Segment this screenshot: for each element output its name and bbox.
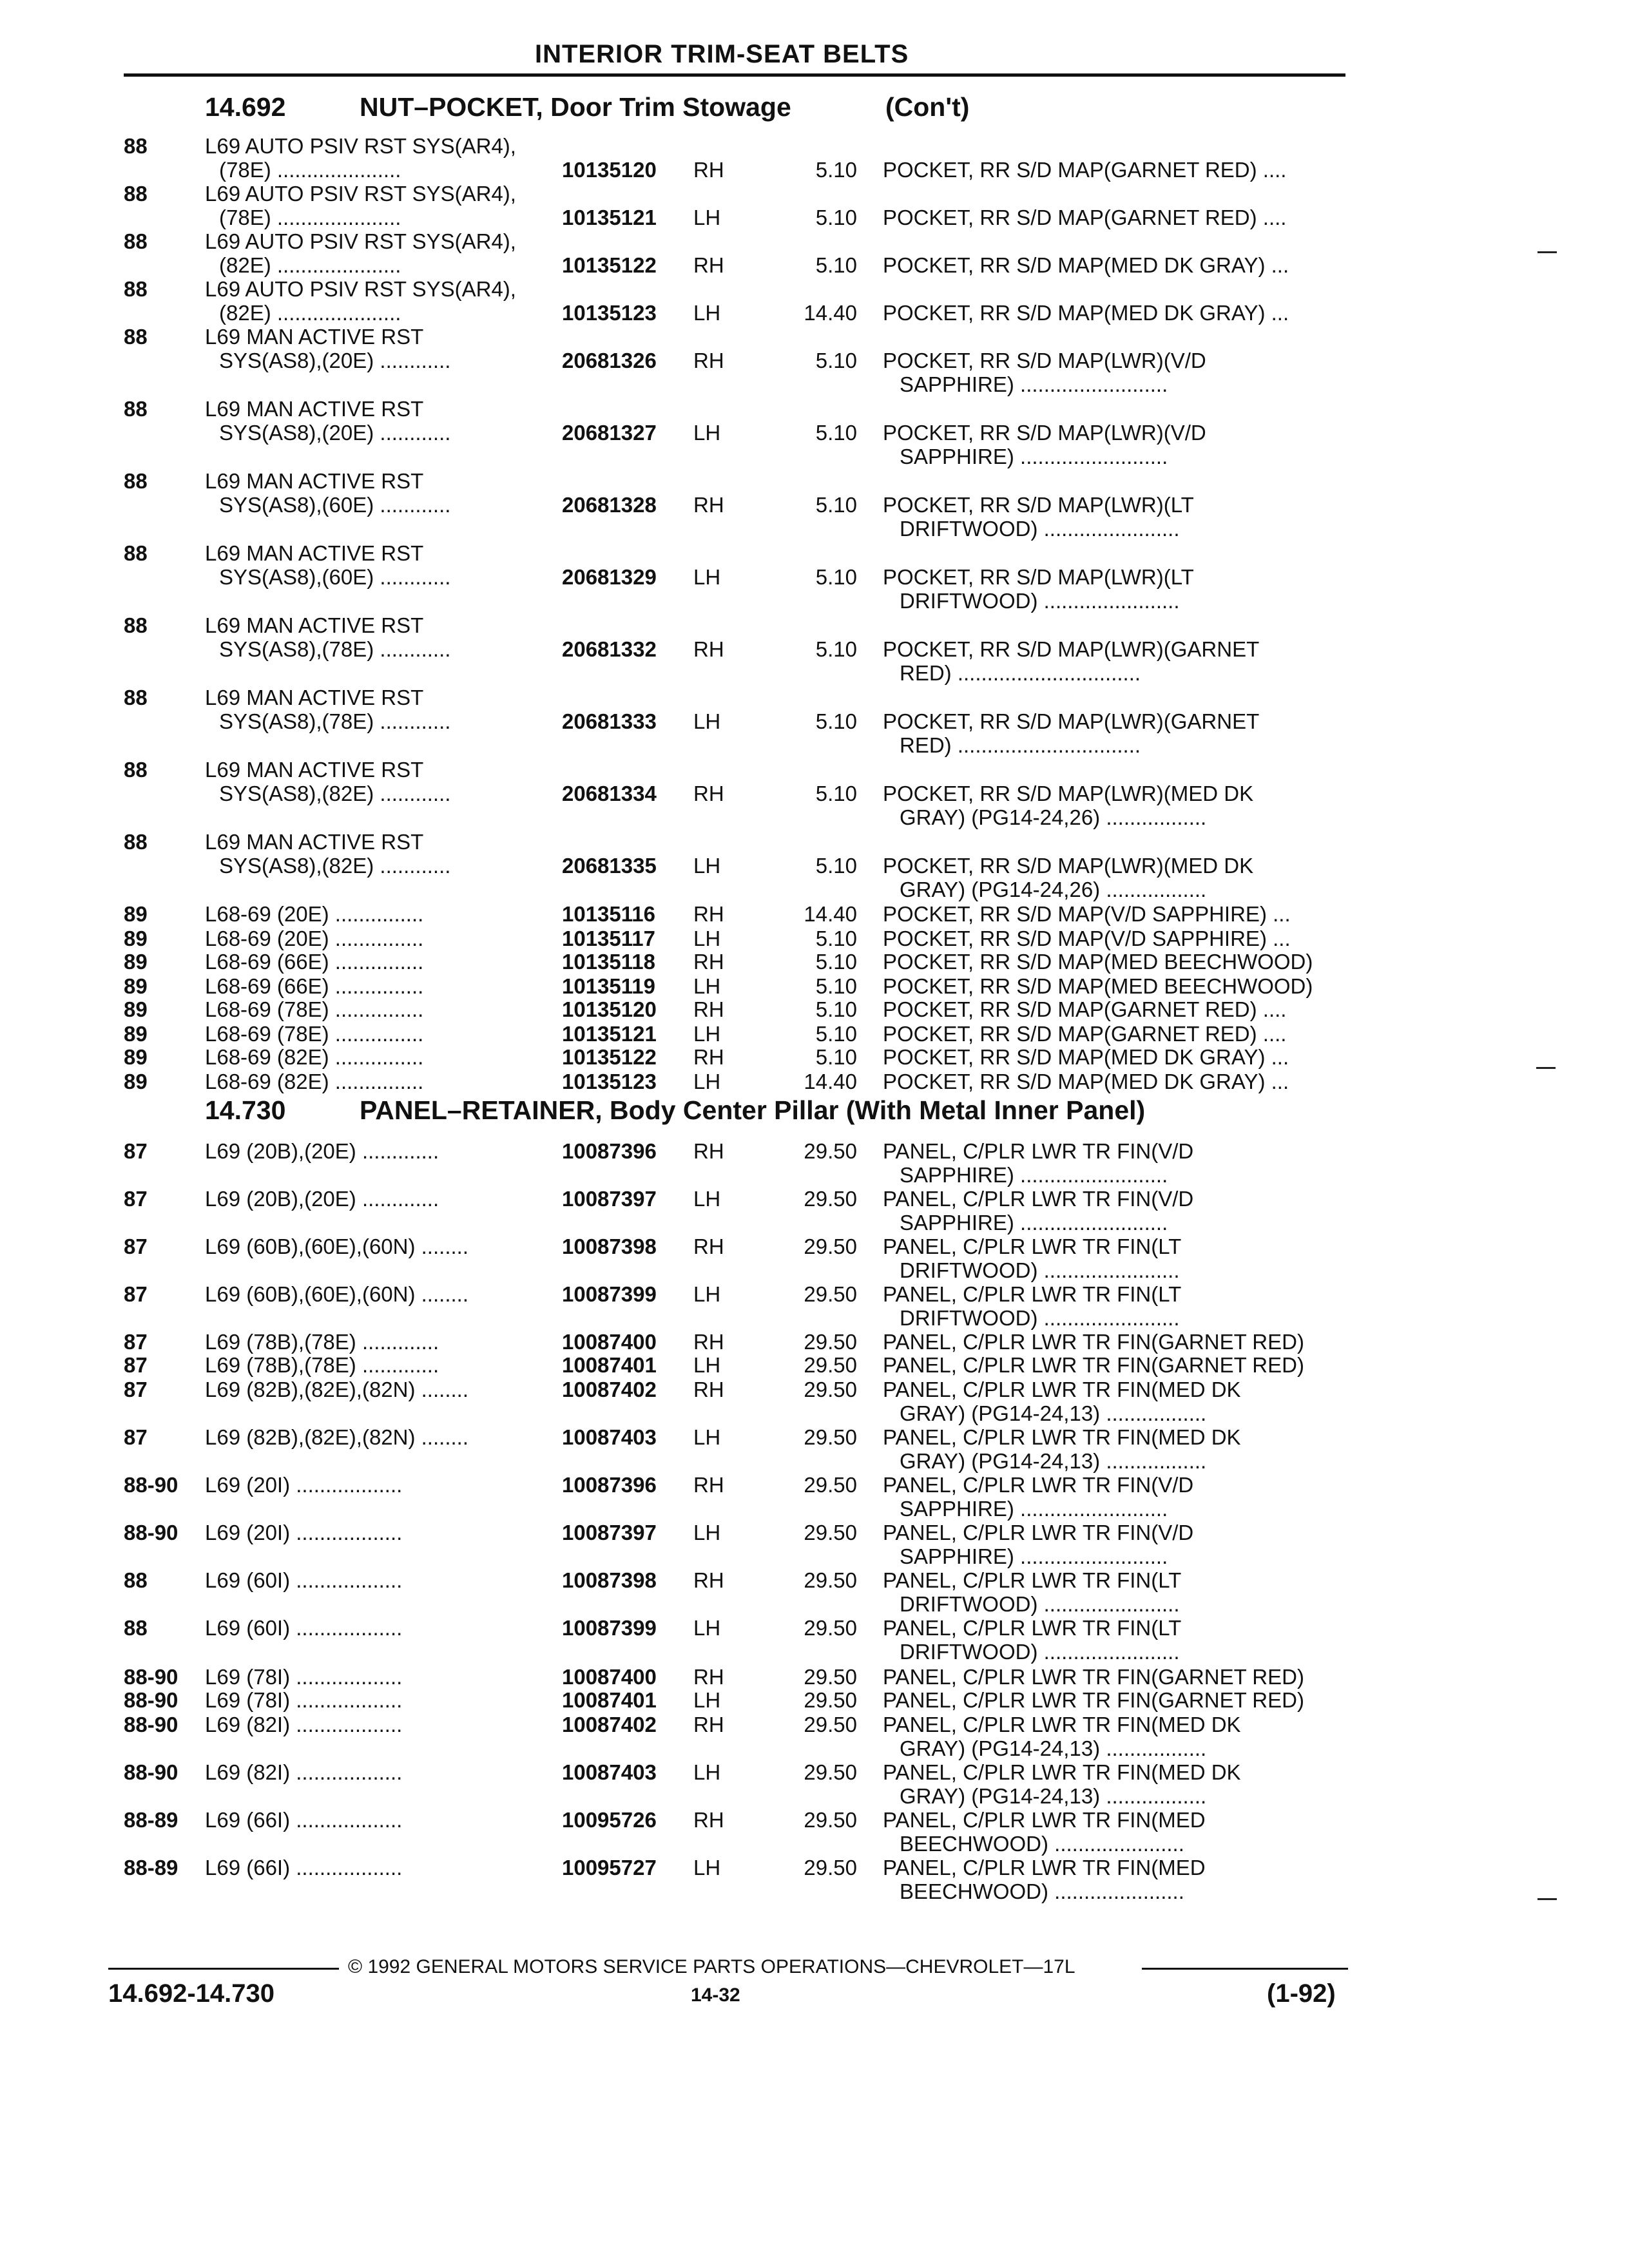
price: 5.10	[815, 1045, 857, 1069]
margin-mark	[1536, 1067, 1556, 1069]
model-year: 88-90	[124, 1688, 178, 1712]
side: LH	[693, 974, 721, 998]
model-year: 89	[124, 902, 148, 926]
model-year: 88-90	[124, 1473, 178, 1497]
part-number: 10087399	[562, 1282, 657, 1306]
price: 5.10	[815, 565, 857, 589]
part-name: POCKET, RR S/D MAP(LWR)(MED DK	[883, 854, 1254, 878]
usage-description-cont: (78E) .....................	[219, 206, 401, 229]
usage-description: L69 (20B),(20E) .............	[205, 1139, 439, 1163]
part-number: 20681334	[562, 782, 657, 805]
part-number: 10087402	[562, 1378, 657, 1401]
price: 29.50	[804, 1473, 857, 1497]
usage-description-cont: SYS(AS8),(82E) ............	[219, 782, 451, 805]
usage-description: L69 (82I) ..................	[205, 1713, 403, 1736]
part-name: POCKET, RR S/D MAP(GARNET RED) ....	[883, 1022, 1287, 1046]
usage-description: L68-69 (66E) ...............	[205, 974, 424, 998]
usage-description-cont: (78E) .....................	[219, 158, 401, 182]
side: RH	[693, 997, 724, 1021]
model-year: 89	[124, 1045, 148, 1069]
part-name: PANEL, C/PLR LWR TR FIN(GARNET RED)	[883, 1665, 1304, 1689]
model-year: 88	[124, 325, 148, 349]
part-name: PANEL, C/PLR LWR TR FIN(GARNET RED)	[883, 1330, 1304, 1354]
part-name: POCKET, RR S/D MAP(LWR)(LT	[883, 565, 1194, 589]
part-name-cont: GRAY) (PG14-24,13) .................	[900, 1449, 1207, 1473]
usage-description: L69 (60I) ..................	[205, 1568, 403, 1592]
part-name: POCKET, RR S/D MAP(MED DK GRAY) ...	[883, 1045, 1289, 1069]
part-number: 20681332	[562, 637, 657, 661]
part-number: 10087401	[562, 1688, 657, 1712]
price: 5.10	[815, 158, 857, 182]
side: LH	[693, 301, 721, 325]
part-name: PANEL, C/PLR LWR TR FIN(GARNET RED)	[883, 1353, 1304, 1377]
model-year: 88	[124, 613, 148, 637]
side: RH	[693, 1473, 724, 1497]
usage-description: L69 AUTO PSIV RST SYS(AR4),	[205, 134, 516, 158]
price: 29.50	[804, 1378, 857, 1401]
side: LH	[693, 927, 721, 950]
part-number: 20681335	[562, 854, 657, 878]
side: RH	[693, 1665, 724, 1689]
part-name: POCKET, RR S/D MAP(MED BEECHWOOD)	[883, 950, 1313, 974]
side: LH	[693, 1688, 721, 1712]
part-number: 10135122	[562, 253, 657, 277]
part-name-cont: DRIFTWOOD) .......................	[900, 1258, 1180, 1282]
side: LH	[693, 854, 721, 878]
part-number: 10087396	[562, 1473, 657, 1497]
part-name: PANEL, C/PLR LWR TR FIN(MED DK	[883, 1378, 1241, 1401]
price: 5.10	[815, 950, 857, 974]
price: 29.50	[804, 1616, 857, 1640]
model-year: 88-90	[124, 1713, 178, 1736]
model-year: 87	[124, 1282, 148, 1306]
part-number: 20681326	[562, 349, 657, 372]
part-name: PANEL, C/PLR LWR TR FIN(V/D	[883, 1139, 1194, 1163]
part-name: POCKET, RR S/D MAP(LWR)(LT	[883, 493, 1194, 517]
model-year: 87	[124, 1187, 148, 1211]
usage-description: L69 (82B),(82E),(82N) ........	[205, 1378, 468, 1401]
part-number: 10135121	[562, 1022, 657, 1046]
usage-description: L69 (78I) ..................	[205, 1665, 403, 1689]
price: 14.40	[804, 301, 857, 325]
part-name: POCKET, RR S/D MAP(LWR)(GARNET	[883, 709, 1260, 733]
model-year: 88-90	[124, 1521, 178, 1544]
side: RH	[693, 1568, 724, 1592]
usage-description: L69 (60B),(60E),(60N) ........	[205, 1282, 468, 1306]
margin-mark	[1537, 251, 1557, 253]
usage-description: L69 (66I) ..................	[205, 1808, 403, 1832]
part-number: 10087403	[562, 1760, 657, 1784]
part-name-cont: GRAY) (PG14-24,26) .................	[900, 805, 1207, 829]
usage-description: L69 MAN ACTIVE RST	[205, 325, 424, 349]
model-year: 89	[124, 974, 148, 998]
usage-description: L69 AUTO PSIV RST SYS(AR4),	[205, 182, 516, 206]
price: 29.50	[804, 1521, 857, 1544]
usage-description-cont: SYS(AS8),(78E) ............	[219, 637, 451, 661]
footer-copyright: © 1992 GENERAL MOTORS SERVICE PARTS OPERATIONS—CHEVROLET—17L	[348, 1956, 1075, 1977]
part-number: 10087403	[562, 1425, 657, 1449]
part-name-cont: GRAY) (PG14-24,26) .................	[900, 878, 1207, 901]
price: 5.10	[815, 782, 857, 805]
part-number: 10095726	[562, 1808, 657, 1832]
part-name: PANEL, C/PLR LWR TR FIN(V/D	[883, 1187, 1194, 1211]
footer-rule-right	[1142, 1968, 1348, 1970]
page-header: INTERIOR TRIM-SEAT BELTS	[535, 40, 909, 68]
header-rule	[124, 73, 1345, 77]
part-name: PANEL, C/PLR LWR TR FIN(V/D	[883, 1473, 1194, 1497]
side: LH	[693, 1187, 721, 1211]
usage-description: L69 MAN ACTIVE RST	[205, 469, 424, 493]
model-year: 88-89	[124, 1856, 178, 1879]
usage-description: L69 AUTO PSIV RST SYS(AR4),	[205, 277, 516, 301]
model-year: 89	[124, 1070, 148, 1093]
price: 14.40	[804, 902, 857, 926]
usage-description: L69 (78B),(78E) .............	[205, 1330, 439, 1354]
part-number: 10135121	[562, 206, 657, 229]
model-year: 88	[124, 686, 148, 709]
part-number: 10135123	[562, 301, 657, 325]
side: RH	[693, 1139, 724, 1163]
price: 5.10	[815, 421, 857, 445]
part-name-cont: DRIFTWOOD) .......................	[900, 589, 1180, 613]
usage-description-cont: (82E) .....................	[219, 301, 401, 325]
usage-description-cont: SYS(AS8),(60E) ............	[219, 565, 451, 589]
price: 29.50	[804, 1187, 857, 1211]
model-year: 87	[124, 1425, 148, 1449]
part-name: PANEL, C/PLR LWR TR FIN(MED DK	[883, 1760, 1241, 1784]
price: 5.10	[815, 997, 857, 1021]
model-year: 87	[124, 1353, 148, 1377]
part-name-cont: SAPPHIRE) .........................	[900, 1544, 1168, 1568]
usage-description: L69 MAN ACTIVE RST	[205, 541, 424, 565]
section-continued: (Con't)	[885, 92, 970, 122]
usage-description: L69 (78B),(78E) .............	[205, 1353, 439, 1377]
usage-description-cont: SYS(AS8),(82E) ............	[219, 854, 451, 878]
model-year: 87	[124, 1330, 148, 1354]
part-name-cont: SAPPHIRE) .........................	[900, 1163, 1168, 1187]
footer-date: (1-92)	[1267, 1979, 1336, 2008]
price: 5.10	[815, 927, 857, 950]
side: LH	[693, 1022, 721, 1046]
usage-description: L69 MAN ACTIVE RST	[205, 830, 424, 854]
price: 5.10	[815, 974, 857, 998]
side: RH	[693, 1378, 724, 1401]
price: 5.10	[815, 1022, 857, 1046]
side: RH	[693, 1330, 724, 1354]
part-name-cont: SAPPHIRE) .........................	[900, 372, 1168, 396]
price: 29.50	[804, 1808, 857, 1832]
model-year: 88	[124, 469, 148, 493]
usage-description: L69 AUTO PSIV RST SYS(AR4),	[205, 229, 516, 253]
price: 29.50	[804, 1139, 857, 1163]
price: 29.50	[804, 1713, 857, 1736]
usage-description: L68-69 (82E) ...............	[205, 1045, 424, 1069]
part-number: 20681329	[562, 565, 657, 589]
part-number: 10095727	[562, 1856, 657, 1879]
side: RH	[693, 1235, 724, 1258]
usage-description: L68-69 (78E) ...............	[205, 997, 424, 1021]
part-name: PANEL, C/PLR LWR TR FIN(LT	[883, 1235, 1182, 1258]
side: RH	[693, 349, 724, 372]
side: LH	[693, 1521, 721, 1544]
part-name: PANEL, C/PLR LWR TR FIN(MED DK	[883, 1713, 1241, 1736]
model-year: 88	[124, 1568, 148, 1592]
price: 5.10	[815, 206, 857, 229]
side: RH	[693, 902, 724, 926]
usage-description: L69 MAN ACTIVE RST	[205, 397, 424, 421]
usage-description: L69 (60B),(60E),(60N) ........	[205, 1235, 468, 1258]
side: RH	[693, 1713, 724, 1736]
side: RH	[693, 1808, 724, 1832]
side: RH	[693, 950, 724, 974]
usage-description: L69 (82B),(82E),(82N) ........	[205, 1425, 468, 1449]
model-year: 87	[124, 1378, 148, 1401]
model-year: 88	[124, 830, 148, 854]
side: LH	[693, 1856, 721, 1879]
part-name: PANEL, C/PLR LWR TR FIN(MED DK	[883, 1425, 1241, 1449]
usage-description-cont: SYS(AS8),(60E) ............	[219, 493, 451, 517]
part-name: POCKET, RR S/D MAP(V/D SAPPHIRE) ...	[883, 902, 1291, 926]
model-year: 89	[124, 1022, 148, 1046]
model-year: 88	[124, 229, 148, 253]
price: 5.10	[815, 709, 857, 733]
part-number: 20681333	[562, 709, 657, 733]
side: RH	[693, 253, 724, 277]
price: 29.50	[804, 1235, 857, 1258]
part-number: 10087398	[562, 1568, 657, 1592]
part-name: PANEL, C/PLR LWR TR FIN(LT	[883, 1568, 1182, 1592]
part-number: 10087402	[562, 1713, 657, 1736]
part-number: 10087400	[562, 1330, 657, 1354]
part-name: POCKET, RR S/D MAP(V/D SAPPHIRE) ...	[883, 927, 1291, 950]
side: LH	[693, 709, 721, 733]
part-name-cont: DRIFTWOOD) .......................	[900, 1592, 1180, 1616]
part-number: 10087400	[562, 1665, 657, 1689]
usage-description-cont: (82E) .....................	[219, 253, 401, 277]
price: 5.10	[815, 349, 857, 372]
part-number: 10087396	[562, 1139, 657, 1163]
side: RH	[693, 782, 724, 805]
side: RH	[693, 637, 724, 661]
section-number: 14.692	[205, 92, 286, 122]
part-name: POCKET, RR S/D MAP(GARNET RED) ....	[883, 997, 1287, 1021]
part-name: POCKET, RR S/D MAP(LWR)(GARNET	[883, 637, 1260, 661]
side: RH	[693, 493, 724, 517]
part-number: 10087397	[562, 1521, 657, 1544]
part-name-cont: GRAY) (PG14-24,13) .................	[900, 1784, 1207, 1808]
price: 29.50	[804, 1688, 857, 1712]
model-year: 88-90	[124, 1760, 178, 1784]
side: LH	[693, 421, 721, 445]
price: 5.10	[815, 493, 857, 517]
section-title: PANEL–RETAINER, Body Center Pillar (With Metal Inner Panel)	[360, 1095, 1146, 1125]
part-name-cont: DRIFTWOOD) .......................	[900, 1640, 1180, 1664]
model-year: 89	[124, 927, 148, 950]
part-name: POCKET, RR S/D MAP(MED BEECHWOOD)	[883, 974, 1313, 998]
usage-description-cont: SYS(AS8),(78E) ............	[219, 709, 451, 733]
part-number: 20681327	[562, 421, 657, 445]
part-number: 10135118	[562, 950, 656, 974]
part-number: 10087399	[562, 1616, 657, 1640]
price: 29.50	[804, 1282, 857, 1306]
price: 29.50	[804, 1665, 857, 1689]
usage-description: L69 (20B),(20E) .............	[205, 1187, 439, 1211]
part-name-cont: BEECHWOOD) ......................	[900, 1879, 1184, 1903]
side: LH	[693, 206, 721, 229]
part-name: POCKET, RR S/D MAP(LWR)(V/D	[883, 349, 1206, 372]
part-name: PANEL, C/PLR LWR TR FIN(V/D	[883, 1521, 1194, 1544]
margin-mark	[1537, 1898, 1557, 1900]
part-number: 10135116	[562, 902, 656, 926]
section-number: 14.730	[205, 1095, 286, 1125]
model-year: 88	[124, 758, 148, 782]
part-name: PANEL, C/PLR LWR TR FIN(LT	[883, 1616, 1182, 1640]
part-name: PANEL, C/PLR LWR TR FIN(MED	[883, 1808, 1206, 1832]
usage-description: L69 (20I) ..................	[205, 1473, 403, 1497]
part-name-cont: GRAY) (PG14-24,13) .................	[900, 1736, 1207, 1760]
model-year: 88	[124, 397, 148, 421]
side: LH	[693, 1425, 721, 1449]
usage-description: L69 MAN ACTIVE RST	[205, 613, 424, 637]
footer-range: 14.692-14.730	[108, 1979, 275, 2008]
usage-description: L68-69 (20E) ...............	[205, 927, 424, 950]
model-year: 87	[124, 1139, 148, 1163]
part-name-cont: DRIFTWOOD) .......................	[900, 1306, 1180, 1330]
part-number: 10135120	[562, 158, 657, 182]
usage-description: L69 (82I) ..................	[205, 1760, 403, 1784]
part-number: 10135122	[562, 1045, 657, 1069]
usage-description: L68-69 (78E) ...............	[205, 1022, 424, 1046]
footer-rule-left	[108, 1968, 339, 1970]
side: LH	[693, 1353, 721, 1377]
part-number: 10135120	[562, 997, 657, 1021]
part-name: PANEL, C/PLR LWR TR FIN(GARNET RED)	[883, 1688, 1304, 1712]
model-year: 87	[124, 1235, 148, 1258]
price: 29.50	[804, 1856, 857, 1879]
part-name: POCKET, RR S/D MAP(MED DK GRAY) ...	[883, 1070, 1289, 1093]
price: 5.10	[815, 253, 857, 277]
part-number: 20681328	[562, 493, 657, 517]
usage-description: L69 (60I) ..................	[205, 1616, 403, 1640]
part-name: PANEL, C/PLR LWR TR FIN(MED	[883, 1856, 1206, 1879]
part-name-cont: RED) ...............................	[900, 733, 1141, 757]
part-name-cont: DRIFTWOOD) .......................	[900, 517, 1180, 541]
side: LH	[693, 1616, 721, 1640]
price: 29.50	[804, 1330, 857, 1354]
footer-page-number: 14-32	[691, 1984, 740, 2006]
part-name: POCKET, RR S/D MAP(MED DK GRAY) ...	[883, 253, 1289, 277]
model-year: 88	[124, 134, 148, 158]
usage-description-cont: SYS(AS8),(20E) ............	[219, 349, 451, 372]
model-year: 88-89	[124, 1808, 178, 1832]
model-year: 89	[124, 950, 148, 974]
part-name: POCKET, RR S/D MAP(LWR)(MED DK	[883, 782, 1254, 805]
part-number: 10135119	[562, 974, 656, 998]
part-number: 10135123	[562, 1070, 657, 1093]
usage-description: L69 (78I) ..................	[205, 1688, 403, 1712]
side: RH	[693, 1045, 724, 1069]
price: 29.50	[804, 1425, 857, 1449]
price: 14.40	[804, 1070, 857, 1093]
usage-description: L68-69 (66E) ...............	[205, 950, 424, 974]
part-name: POCKET, RR S/D MAP(GARNET RED) ....	[883, 158, 1287, 182]
price: 5.10	[815, 637, 857, 661]
part-name-cont: BEECHWOOD) ......................	[900, 1832, 1184, 1856]
part-number: 10087397	[562, 1187, 657, 1211]
usage-description: L69 (20I) ..................	[205, 1521, 403, 1544]
section-title: NUT–POCKET, Door Trim Stowage	[360, 92, 791, 122]
usage-description-cont: SYS(AS8),(20E) ............	[219, 421, 451, 445]
side: LH	[693, 1760, 721, 1784]
part-name: POCKET, RR S/D MAP(MED DK GRAY) ...	[883, 301, 1289, 325]
part-name: POCKET, RR S/D MAP(LWR)(V/D	[883, 421, 1206, 445]
part-name-cont: SAPPHIRE) .........................	[900, 445, 1168, 468]
part-name-cont: GRAY) (PG14-24,13) .................	[900, 1401, 1207, 1425]
model-year: 88	[124, 541, 148, 565]
model-year: 88	[124, 277, 148, 301]
model-year: 88	[124, 1616, 148, 1640]
price: 29.50	[804, 1353, 857, 1377]
part-number: 10087401	[562, 1353, 657, 1377]
usage-description: L69 MAN ACTIVE RST	[205, 758, 424, 782]
part-number: 10135117	[562, 927, 656, 950]
model-year: 89	[124, 997, 148, 1021]
price: 29.50	[804, 1760, 857, 1784]
part-name-cont: SAPPHIRE) .........................	[900, 1497, 1168, 1521]
part-name: PANEL, C/PLR LWR TR FIN(LT	[883, 1282, 1182, 1306]
side: LH	[693, 565, 721, 589]
price: 29.50	[804, 1568, 857, 1592]
usage-description: L68-69 (82E) ...............	[205, 1070, 424, 1093]
part-name-cont: RED) ...............................	[900, 661, 1141, 685]
part-name: POCKET, RR S/D MAP(GARNET RED) ....	[883, 206, 1287, 229]
side: LH	[693, 1070, 721, 1093]
model-year: 88	[124, 182, 148, 206]
usage-description: L69 MAN ACTIVE RST	[205, 686, 424, 709]
model-year: 88-90	[124, 1665, 178, 1689]
part-name-cont: SAPPHIRE) .........................	[900, 1211, 1168, 1235]
side: RH	[693, 158, 724, 182]
part-number: 10087398	[562, 1235, 657, 1258]
side: LH	[693, 1282, 721, 1306]
usage-description: L69 (66I) ..................	[205, 1856, 403, 1879]
price: 5.10	[815, 854, 857, 878]
usage-description: L68-69 (20E) ...............	[205, 902, 424, 926]
